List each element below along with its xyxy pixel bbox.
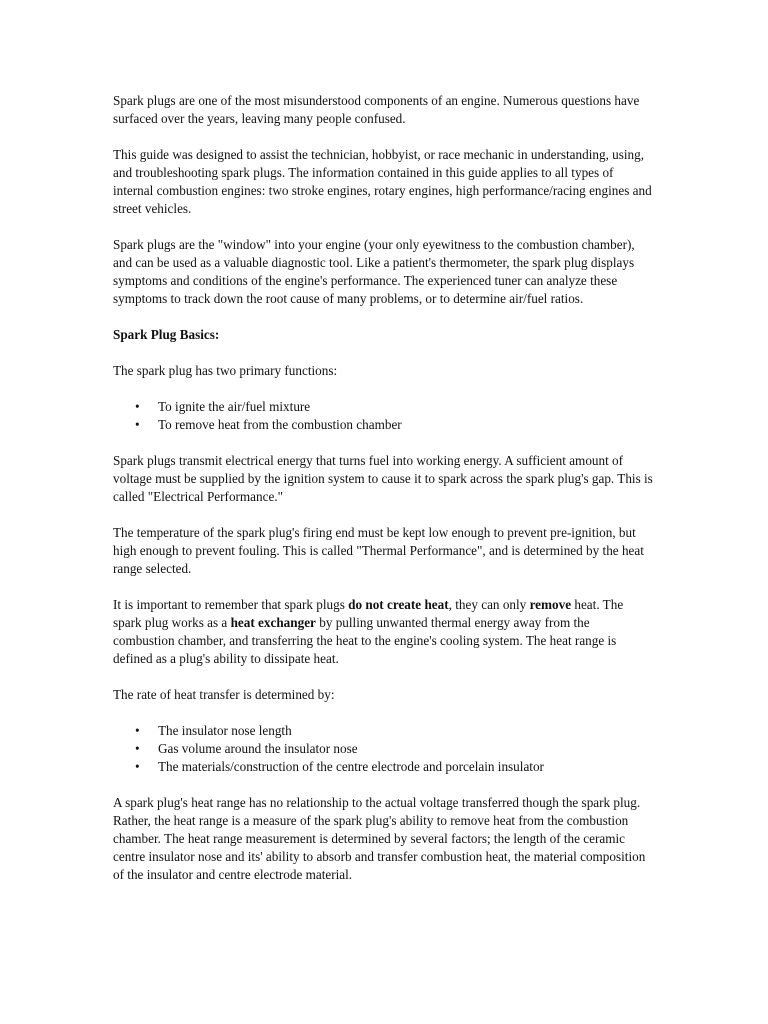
text-run: heat. The spark plug works as a (113, 597, 624, 630)
list-item-text: Gas volume around the insulator nose (158, 741, 358, 756)
list-item (113, 416, 653, 434)
thermal-performance-paragraph: The temperature of the spark plug's firing end must be kept low enough to prevent pre-ignition, but high enough to prevent fouling. This is called "Thermal Performance", and is determined by the heat range selected. (113, 525, 644, 576)
list-item-text: The materials/construction of the centre electrode and porcelain insulator (158, 759, 544, 774)
list-item-text: The insulator nose length (158, 723, 292, 738)
list-item (113, 740, 653, 758)
document-body (113, 92, 653, 902)
bullet-icon: • (135, 741, 140, 756)
list-item (113, 758, 653, 776)
functions-list (113, 398, 653, 434)
bold-text: remove (529, 597, 572, 612)
rate-factors-list (113, 722, 653, 776)
text-run: It is important to remember that spark plugs (113, 597, 349, 612)
list-item-text: To ignite the air/fuel mixture (158, 399, 311, 414)
bullet-icon: • (135, 399, 140, 414)
list-item (113, 722, 653, 740)
bold-text: heat exchanger (230, 615, 316, 630)
intro-paragraph-2: This guide was designed to assist the technician, hobbyist, or race mechanic in understanding, using, and troubleshooting spark plugs. The information contained in this guide applies to all types of internal combustion engines: two stroke engines, rotary engines, high performance/racing engines and street vehicles. (113, 147, 652, 216)
text-run: , they can only (448, 597, 530, 612)
list-item (113, 398, 653, 416)
section-heading: Spark Plug Basics: (113, 327, 220, 342)
electrical-performance-paragraph: Spark plugs transmit electrical energy that turns fuel into working energy. A sufficient amount of voltage must be supplied by the ignition system to cause it to spark across the spark plug's gap. This is called "Electrical Performance." (113, 453, 653, 504)
intro-paragraph-3: Spark plugs are the "window" into your engine (your only eyewitness to the combustion chamber), and can be used as a valuable diagnostic tool. Like a patient's thermometer, the spark plug displays symptoms and conditions of the engine's performance. The experienced tuner can analyze these symptoms to track down the root cause of many problems, or to determine air/fuel ratios. (113, 237, 635, 306)
bullet-icon: • (135, 417, 140, 432)
bullet-icon: • (135, 759, 140, 774)
intro-paragraph-1: Spark plugs are one of the most misunderstood components of an engine. Numerous questions have surfaced over the years, leaving many people confused. (113, 93, 640, 126)
heat-exchanger-paragraph (113, 596, 653, 668)
list-item-text: To remove heat from the combustion chamber (158, 417, 402, 432)
rate-intro: The rate of heat transfer is determined by: (113, 687, 335, 702)
text-run: by pulling unwanted thermal energy away from the combustion chamber, and transferring the heat to the engine's cooling system. The heat range is defined as a plug's ability to dissipate heat. (113, 615, 617, 666)
bold-text: do not create heat (348, 597, 449, 612)
bullet-icon: • (135, 723, 140, 738)
heat-range-paragraph: A spark plug's heat range has no relationship to the actual voltage transferred though the spark plug. Rather, the heat range is a measure of the spark plug's ability to remove heat from the combustion chamber. The heat range measurement is determined by several factors; the length of the ceramic centre insulator nose and its' ability to absorb and transfer combustion heat, the material composition of the insulator and centre electrode material. (113, 795, 646, 882)
functions-intro: The spark plug has two primary functions: (113, 363, 338, 378)
